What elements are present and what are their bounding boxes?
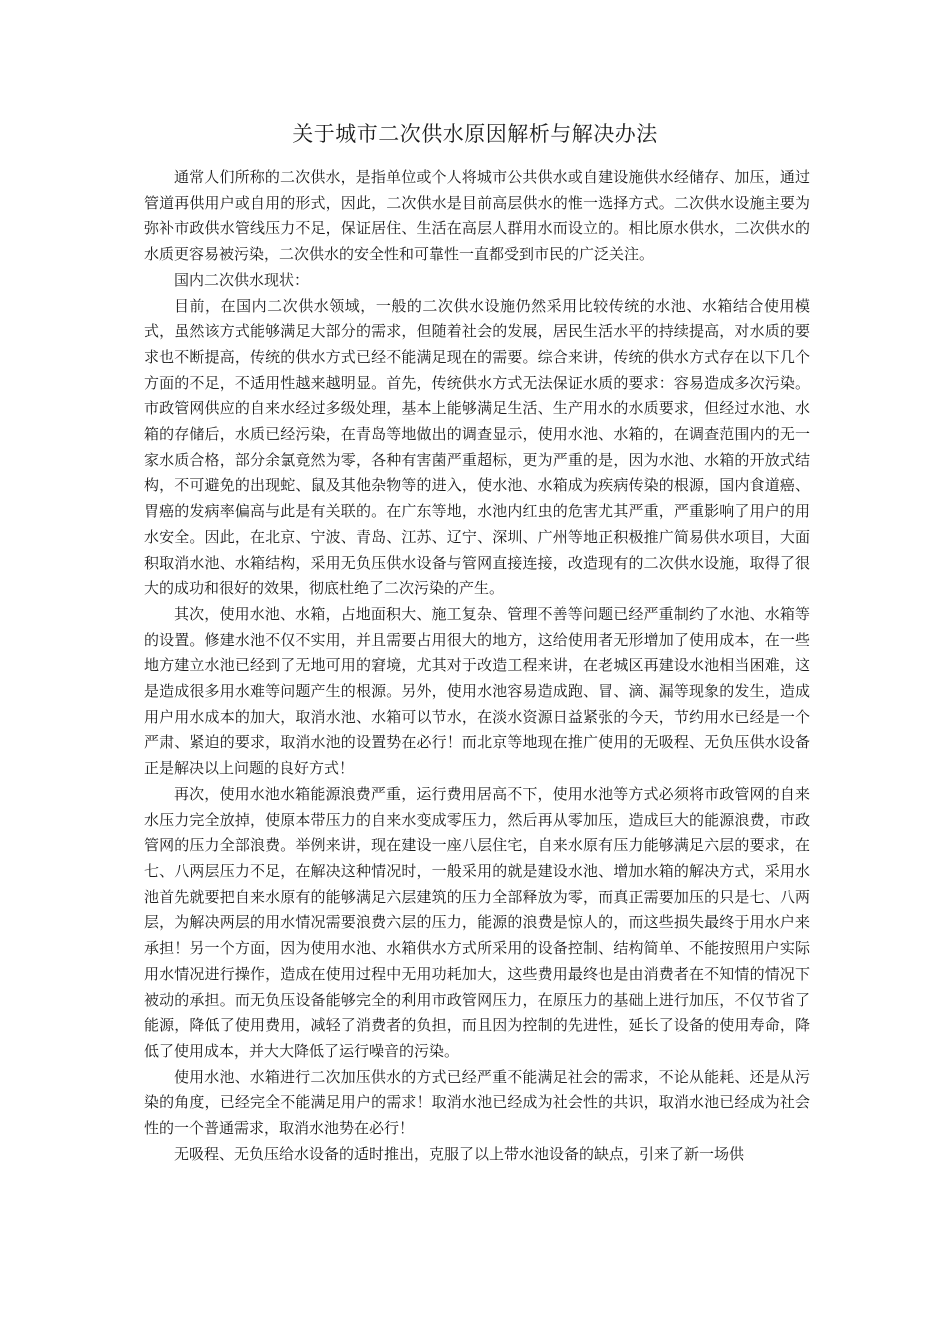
paragraph-conclusion: 使用水池、水箱进行二次加压供水的方式已经严重不能满足社会的需求，不论从能耗、还是从污染的角度，已经完全不能满足用户的需求！取消水池已经成为社会性的共识，取消水池已经成为社会性的一个普通需求，取消水池势在必行！ — [144, 1067, 810, 1138]
document-body — [144, 165, 810, 1167]
paragraph-space-issues: 其次，使用水池、水箱，占地面积大、施工复杂、管理不善等问题已经严重制约了水池、水箱等的设置。修建水池不仅不实用，并且需要占用很大的地方，这给使用者无形增加了使用成本，在一些地方建立水池已经到了无地可用的窘境，尤其对于改造工程来讲，在老城区再建设水池相当困难，这是造成很多用水难等问题产生的根源。另外，使用水池容易造成跑、冒、滴、漏等现象的发生，造成用户用水成本的加大，取消水池、水箱可以节水，在淡水资源日益紧张的今天，节约用水已经是一个严肃、紧迫的要求，取消水池的设置势在必行！而北京等地现在推广使用的无吸程、无负压供水设备正是解决以上问题的良好方式！ — [144, 604, 810, 778]
document-title: 关于城市二次供水原因解析与解决办法 — [292, 122, 658, 146]
paragraph-energy-waste: 再次，使用水池水箱能源浪费严重，运行费用居高不下，使用水池等方式必须将市政管网的自来水压力完全放掉，使原本带压力的自来水变成零压力，然后再从零加压，造成巨大的能源浪费，市政管网的压力全部浪费。举例来讲，现在建设一座八层住宅，自来水原有压力能够满足六层的要求，在七、八两层压力不足，在解决这种情况时，一般采用的就是建设水池、增加水箱的解决方式，采用水池首先就要把自来水原有的能够满足六层建筑的压力全部释放为零，而真正需要加压的只是七、八两层，为解决两层的用水情况需要浪费六层的压力，能源的浪费是惊人的，而这些损失最终于用水户来承担！另一个方面，因为使用水池、水箱供水方式所采用的设备控制、结构简单、不能按照用户实际用水情况进行操作，造成在使用过程中无用功耗加大，这些费用最终也是由消费者在不知情的情况下被动的承担。而无负压设备能够完全的利用市政管网压力，在原压力的基础上进行加压，不仅节省了能源，降低了使用费用，减轻了消费者的负担，而且因为控制的先进性，延长了设备的使用寿命，降低了使用成本，并大大降低了运行噪音的污染。 — [144, 784, 810, 1060]
paragraph-intro: 通常人们所称的二次供水，是指单位或个人将城市公共供水或自建设施供水经储存、加压，通过管道再供用户或自用的形式，因此，二次供水是目前高层供水的惟一选择方式。二次供水设施主要为弥补市政供水管线压力不足，保证居住、生活在高层人群用水而设立的。相比原水供水，二次供水的水质更容易被污染，二次供水的安全性和可靠性一直都受到市民的广泛关注。 — [144, 168, 810, 264]
paragraph-section-heading: 国内二次供水现状： — [174, 270, 310, 289]
paragraph-new-equipment: 无吸程、无负压给水设备的适时推出，克服了以上带水池设备的缺点，引来了新一场供 — [174, 1144, 745, 1163]
paragraph-current-status: 目前，在国内二次供水领域，一般的二次供水设施仍然采用比较传统的水池、水箱结合使用模式，虽然该方式能够满足大部分的需求，但随着社会的发展，居民生活水平的持续提高，对水质的要求也不断提高，传统的供水方式已经不能满足现在的需要。综合来讲，传统的供水方式存在以下几个方面的不足，不适用性越来越明显。首先，传统供水方式无法保证水质的要求：容易造成多次污染。市政管网供应的自来水经过多级处理，基本上能够满足生活、生产用水的水质要求，但经过水池、水箱的存储后，水质已经污染，在青岛等地做出的调查显示，使用水池、水箱的，在调查范围内的无一家水质合格，部分余氯竟然为零，各种有害菌严重超标，更为严重的是，因为水池、水箱的开放式结构，不可避免的出现蛇、鼠及其他杂物等的进入，使水池、水箱成为疾病传染的根源，国内食道癌、胃癌的发病率偏高与此是有关联的。在广东等地，水池内红虫的危害尤其严重，严重影响了用户的用水安全。因此，在北京、宁波、青岛、江苏、辽宁、深圳、广州等地正积极推广简易供水项目，大面积取消水池、水箱结构，采用无负压供水设备与管网直接连接，改造现有的二次供水设施，取得了很大的成功和很好的效果，彻底杜绝了二次污染的产生。 — [144, 296, 810, 598]
